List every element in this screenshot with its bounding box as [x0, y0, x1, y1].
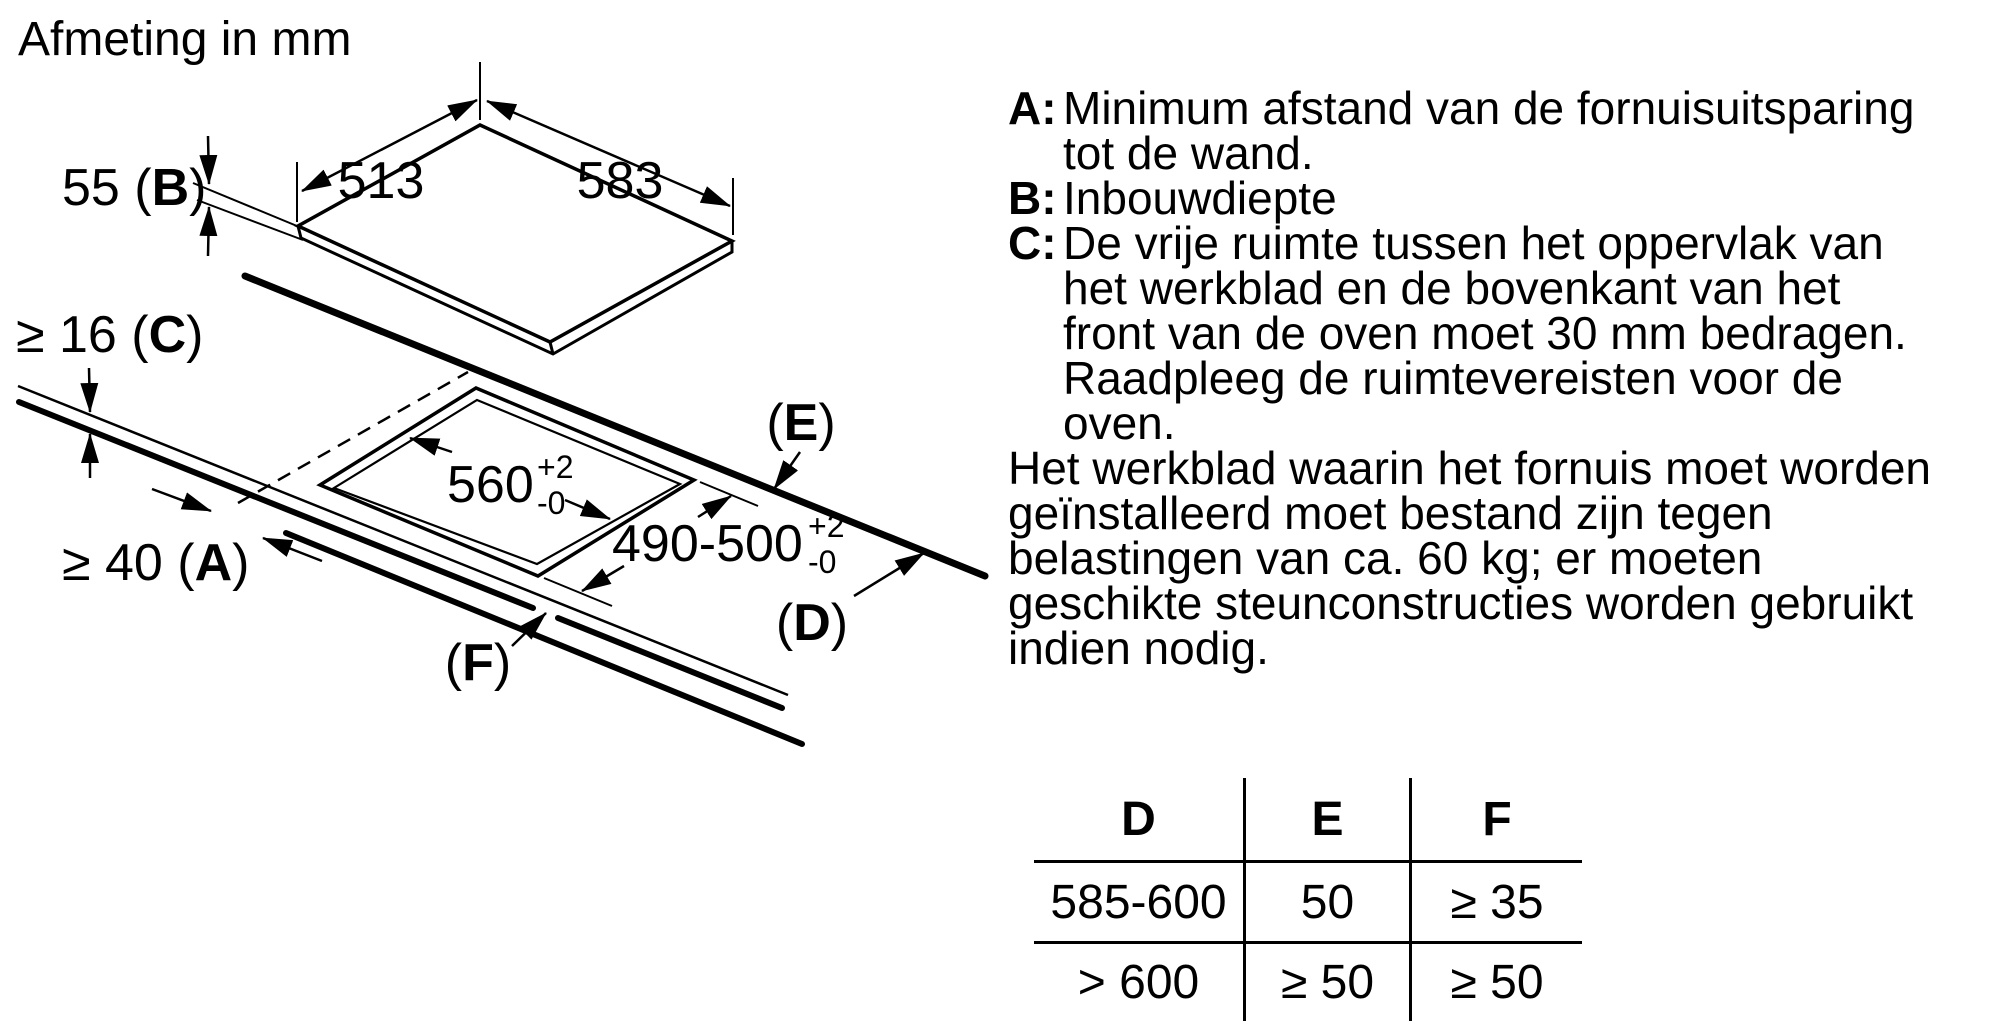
callout-e [766, 394, 835, 489]
dim-label-560-plus: +2 [537, 449, 574, 485]
callout-label-d: (D) [775, 594, 849, 652]
legend-label-a: A: [1008, 82, 1057, 134]
paragraph-line: indien nodig. [1008, 622, 1269, 674]
dim-label-560: 560 [447, 456, 534, 514]
paragraph-line: geschikte steunconstructies worden gebruikt [1008, 577, 1914, 629]
page-title: Afmeting in mm [18, 13, 352, 66]
table-header-e: E [1246, 778, 1412, 860]
table-header-d: D [1034, 778, 1246, 860]
dim-label-c: ≥ 16 (C) [16, 306, 204, 364]
dim-label-a: ≥ 40 (A) [62, 534, 250, 592]
legend-text-line: Raadpleeg de ruimtevereisten voor de oven. [1063, 352, 1843, 449]
table-cell: 585-600 [1034, 860, 1246, 941]
callout-label-f: (F) [444, 634, 512, 692]
legend-text-line: De vrije ruimte tussen het oppervlak van [1063, 217, 1884, 269]
legend-label-b: B: [1008, 172, 1057, 224]
legend-text-line: het werkblad en de bovenkant van het [1063, 262, 1841, 314]
table-cell: ≥ 50 [1246, 941, 1412, 1021]
dim-label-490-500: 490-500 [612, 515, 803, 573]
def-table [1034, 778, 1582, 1021]
dim-label-560-minus: -0 [537, 485, 566, 521]
paragraph-line: belastingen van ca. 60 kg; er moeten [1008, 532, 1763, 584]
paragraph-line: Het werkblad waarin het fornuis moet worden [1008, 442, 1932, 494]
dim-label-490-500-minus: -0 [808, 544, 837, 580]
load-note-paragraph [1008, 442, 1968, 674]
table-cell: ≥ 50 [1412, 941, 1582, 1021]
legend-text-line: front van de oven moet 30 mm bedragen. [1063, 307, 1907, 359]
table-cell: 50 [1246, 860, 1412, 941]
legend-item-b [1008, 172, 1968, 224]
legend-text-line: Minimum afstand van de fornuisuitsparing [1063, 82, 1915, 134]
paragraph-line: geïnstalleerd moet bestand zijn tegen [1008, 487, 1773, 539]
dim-label-513: 513 [337, 152, 425, 210]
table-cell: ≥ 35 [1412, 860, 1582, 941]
legend-item-a [1008, 82, 1968, 179]
legend-label-c: C: [1008, 217, 1057, 269]
callout-label-e: (E) [766, 394, 836, 452]
legend-item-c [1008, 217, 1968, 449]
dim-a [62, 489, 322, 592]
legend-text-line: tot de wand. [1063, 127, 1314, 179]
table-cell: > 600 [1034, 941, 1246, 1021]
dim-label-490-500-plus: +2 [808, 508, 845, 544]
dim-c [16, 306, 203, 478]
table-header-f: F [1482, 792, 1512, 846]
dim-b [62, 136, 303, 256]
legend [1008, 82, 1968, 449]
legend-text-line: Inbouwdiepte [1063, 172, 1337, 224]
dim-label-b: 55 (B) [62, 159, 207, 217]
callout-f [445, 613, 546, 692]
installation-diagram [0, 0, 1000, 1000]
dim-label-583: 583 [576, 152, 664, 210]
